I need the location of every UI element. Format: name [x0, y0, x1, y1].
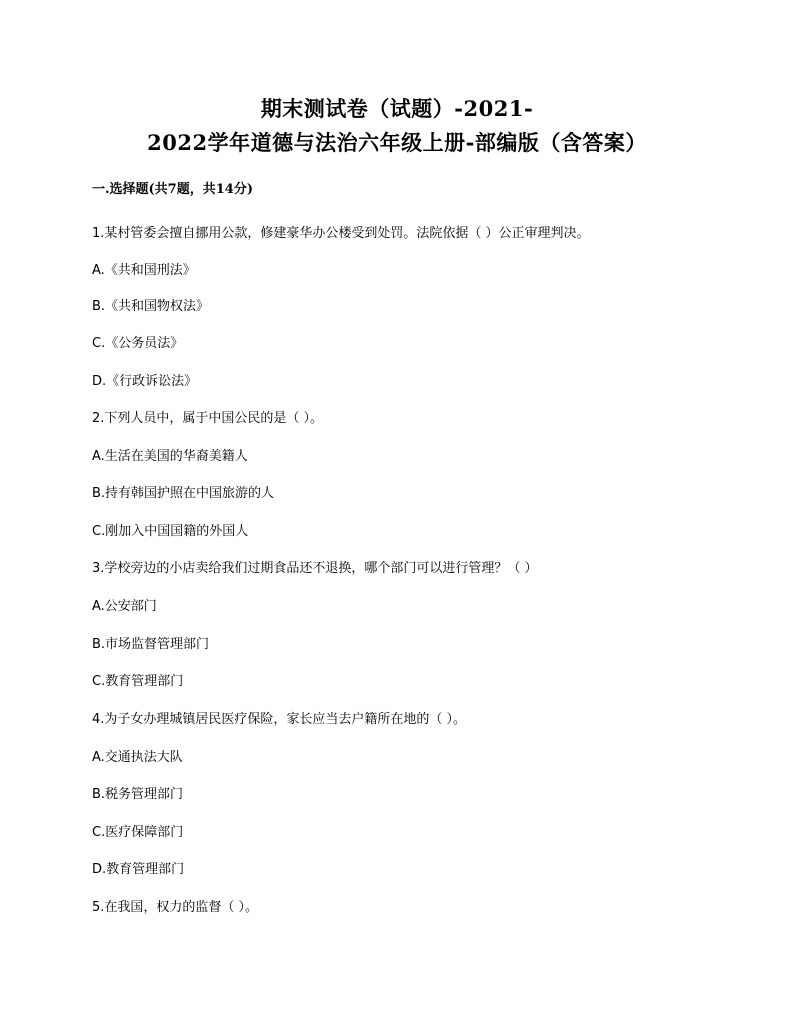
question-4-option-c: C.医疗保障部门 — [92, 825, 184, 840]
document-title-line-2: 2022学年道德与法治六年级上册-部编版（含答案） — [147, 130, 647, 155]
question-2-option-b: B.持有韩国护照在中国旅游的人 — [92, 486, 275, 501]
section-heading: 一.选择题(共7题，共14分) — [92, 182, 253, 197]
question-4-option-d: D.教育管理部门 — [92, 862, 185, 877]
question-1-option-a: A.《共和国刑法》 — [92, 263, 196, 278]
question-1-option-b: B.《共和国物权法》 — [92, 299, 210, 314]
question-4: 4.为子女办理城镇居民医疗保险，家长应当去户籍所在地的（ ）。 — [92, 712, 467, 727]
question-2: 2.下列人员中，属于中国公民的是（ ）。 — [92, 411, 324, 426]
question-2-option-a: A.生活在美国的华裔美籍人 — [92, 449, 248, 464]
question-1-option-c: C.《公务员法》 — [92, 336, 184, 351]
question-4-option-a: A.交通执法大队 — [92, 750, 183, 765]
question-2-option-c: C.刚加入中国国籍的外国人 — [92, 524, 249, 539]
question-3-option-b: B.市场监督管理部门 — [92, 637, 210, 652]
question-1-option-d: D.《行政诉讼法》 — [92, 374, 198, 389]
question-1: 1.某村管委会擅自挪用公款，修建豪华办公楼受到处罚。法院依据（ ）公正审理判决。 — [92, 226, 590, 241]
question-3: 3.学校旁边的小店卖给我们过期食品还不退换，哪个部门可以进行管理？（ ） — [92, 561, 538, 576]
document-title-line-1: 期末测试卷（试题）-2021- — [260, 96, 534, 121]
question-3-option-c: C.教育管理部门 — [92, 674, 184, 689]
question-5: 5.在我国，权力的监督（ ）。 — [92, 900, 259, 915]
question-4-option-b: B.税务管理部门 — [92, 787, 184, 802]
question-3-option-a: A.公安部门 — [92, 599, 157, 614]
